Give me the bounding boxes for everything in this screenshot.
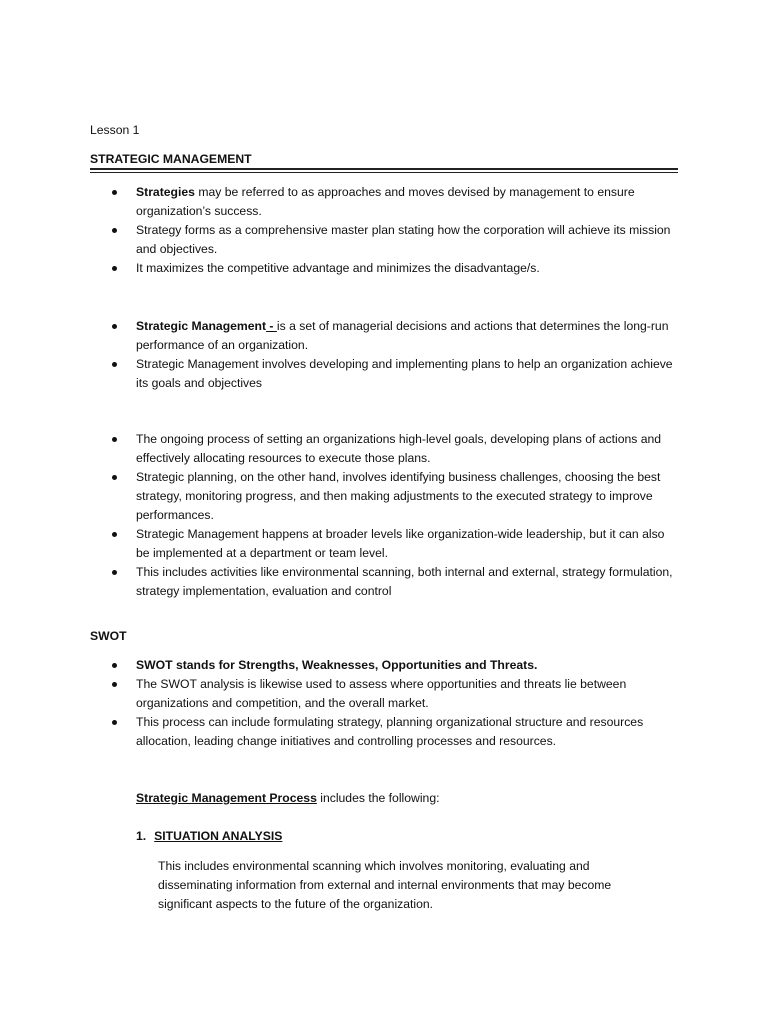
list-item: SWOT stands for Strengths, Weaknesses, Opportunities and Threats.: [0, 656, 676, 675]
bullet-list-process: [0, 430, 768, 601]
swot-heading: SWOT: [90, 629, 127, 643]
list-item: This process can include formulating strategy, planning organizational structure and resources allocation, leading change initiatives and controlling processes and resources.: [0, 713, 676, 751]
bullet-icon: [112, 570, 117, 575]
list-item: It maximizes the competitive advantage and minimizes the disadvantage/s.: [0, 259, 676, 278]
numbered-item-situation-analysis: [136, 829, 282, 843]
bullet-icon: [112, 266, 117, 271]
item-label: SITUATION ANALYSIS: [154, 829, 283, 843]
list-item: Strategy forms as a comprehensive master plan stating how the corporation will achieve its mission and objectives.: [0, 221, 676, 259]
bullet-icon: [112, 190, 117, 195]
list-item: Strategic Management happens at broader levels like organization-wide leadership, but it can also be implemented at a department or team level.: [0, 525, 676, 563]
process-heading: Strategic Management Process: [136, 791, 317, 805]
bullet-icon: [112, 362, 117, 367]
list-item: Strategic planning, on the other hand, involves identifying business challenges, choosing the best strategy, monitoring progress, and then making adjustments to the executed strategy to improve performances.: [0, 468, 676, 525]
bullet-icon: [112, 720, 117, 725]
title-rule-thick: [90, 168, 678, 170]
list-item: Strategies may be referred to as approaches and moves devised by management to ensure organization’s success.: [0, 183, 676, 221]
lesson-label: Lesson 1: [90, 123, 140, 137]
list-item: The SWOT analysis is likewise used to assess where opportunities and threats lie between organizations and competition, and the overall market.: [0, 675, 676, 713]
title-rule-thin: [90, 172, 678, 173]
item-number: 1.: [136, 829, 147, 843]
process-intro: Strategic Management Process includes the following:: [136, 791, 440, 805]
bullet-icon: [112, 475, 117, 480]
section-title: STRATEGIC MANAGEMENT: [90, 152, 252, 166]
bullet-icon: [112, 532, 117, 537]
list-item: Strategic Management involves developing and implementing plans to help an organization achieve its goals and objectives: [0, 355, 676, 393]
list-item: Strategic Management - is a set of managerial decisions and actions that determines the long-run performance of an organization.: [0, 317, 676, 355]
bullet-icon: [112, 437, 117, 442]
bullet-icon: [112, 228, 117, 233]
bullet-icon: [112, 324, 117, 329]
bullet-list-strategies: [0, 183, 768, 278]
bullet-list-strategic-management: [0, 317, 768, 393]
bullet-list-swot: [0, 656, 768, 751]
list-item: The ongoing process of setting an organizations high-level goals, developing plans of actions and effectively allocating resources to execute those plans.: [0, 430, 676, 468]
list-item: This includes activities like environmental scanning, both internal and external, strategy formulation, strategy implementation, evaluation and control: [0, 563, 676, 601]
situation-analysis-paragraph: This includes environmental scanning which involves monitoring, evaluating and disseminating information from external and internal environments that may become significant aspects to the future of the organization.: [158, 859, 612, 911]
bullet-icon: [112, 663, 117, 668]
bullet-icon: [112, 682, 117, 687]
